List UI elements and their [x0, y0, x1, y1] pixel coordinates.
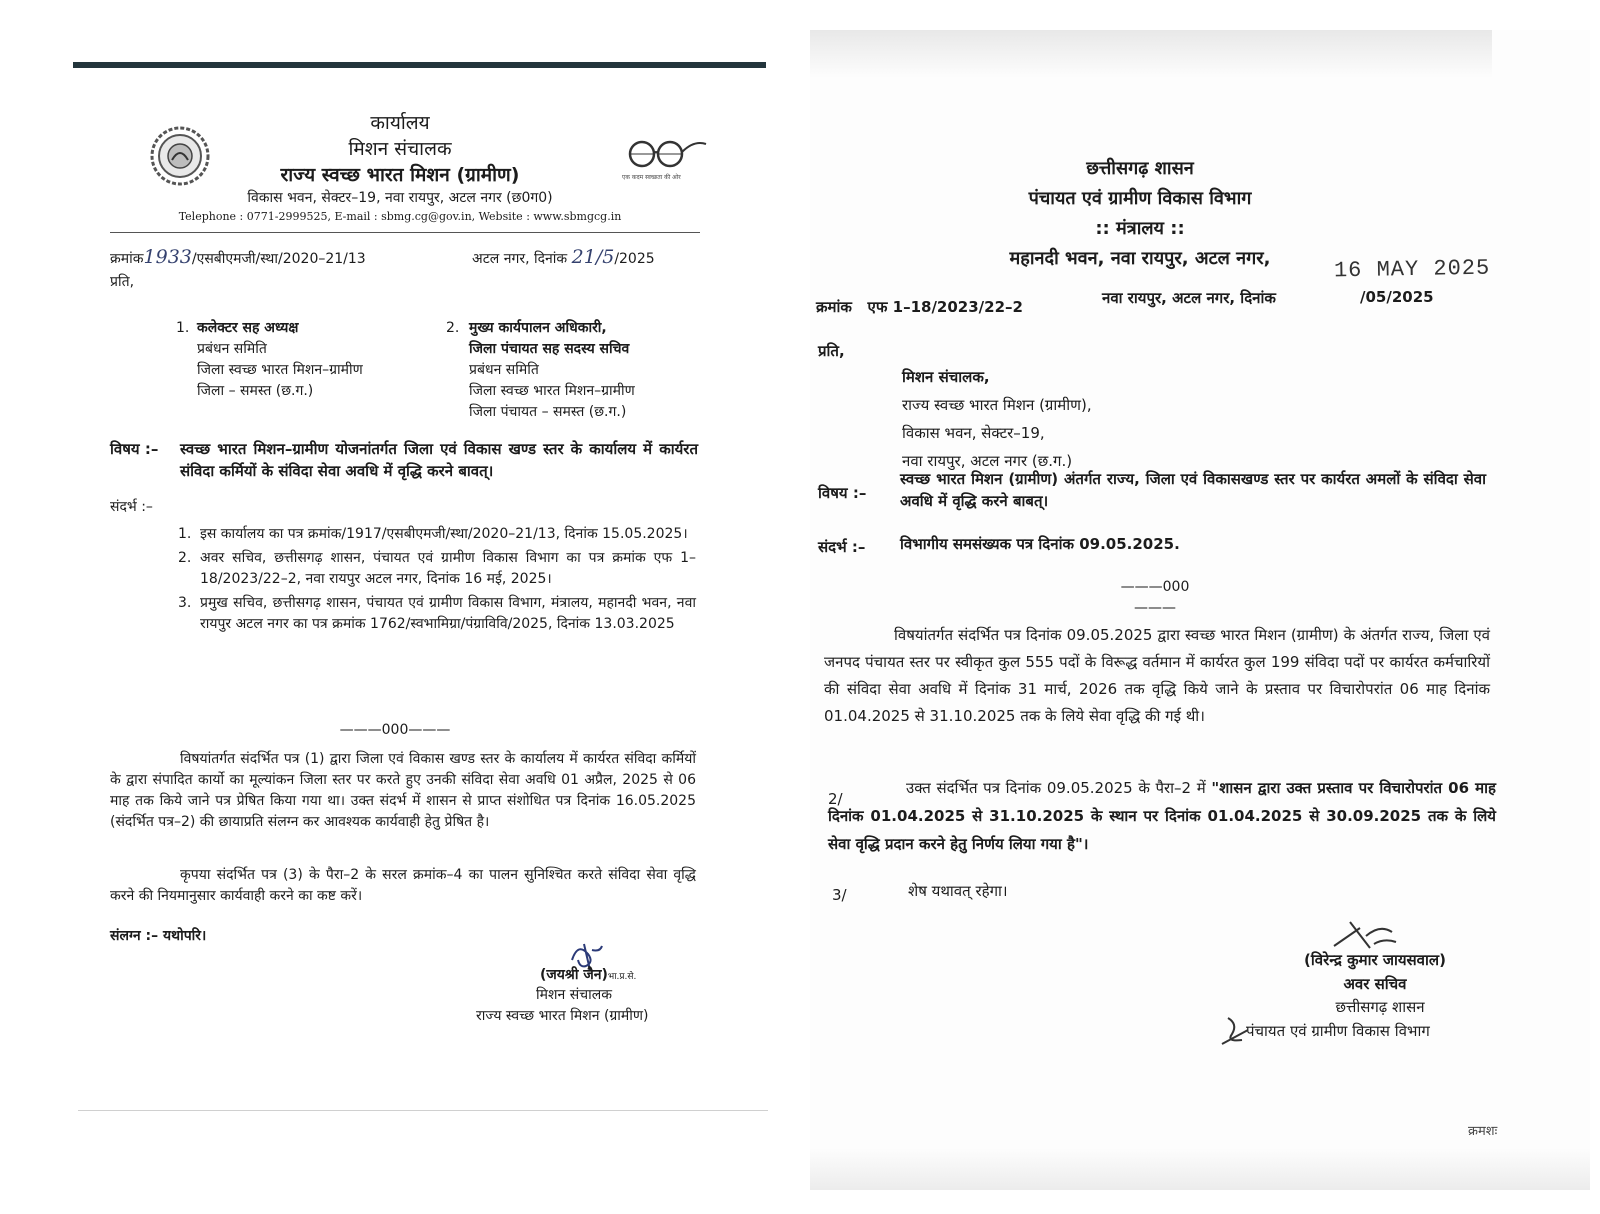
right-ref: क्रमांक एफ 1–18/2023/22–2 — [816, 298, 1023, 316]
addressee-line: मिशन संचालक, — [902, 368, 990, 386]
enclosure: संलग्न :– यथोपरि। — [110, 928, 207, 944]
dept-title: पंचायत एवं ग्रामीण विकास विभाग — [1028, 188, 1252, 209]
top-rule — [73, 62, 766, 68]
right-para3: शेष यथावत् रहेगा। — [908, 882, 1008, 900]
header-rule — [110, 232, 700, 233]
subject-label: विषय :– — [110, 440, 159, 458]
place-date-prefix: अटल नगर, दिनांक — [472, 251, 568, 267]
recipient-1-line: कलेक्टर सह अध्यक्ष — [197, 320, 299, 336]
body-paragraph-2: कृपया संदर्भित पत्र (3) के पैरा–2 के सरल क्रमांक–4 का पालन सुनिश्चित करते संविदा सेवा वृद्धि करने की नियमानुसार कार्यवाही करने का कष्ट करें। — [110, 867, 696, 904]
recipient-2 — [446, 318, 706, 423]
recipient-2-num: 2. — [446, 320, 460, 336]
reference-list — [178, 524, 696, 638]
right-body-paragraph-2 — [828, 774, 1496, 858]
para2-lead: उक्त संदर्भित पत्र दिनांक 09.05.2025 के पैरा–2 में — [906, 779, 1206, 797]
right-month-year: /05/2025 — [1360, 288, 1434, 306]
right-place-date: नवा रायपुर, अटल नगर, दिनांक — [1102, 289, 1276, 307]
date-handwritten: 21/5 — [571, 246, 615, 268]
right-reference-text: विभागीय समसंख्यक पत्र दिनांक 09.05.2025. — [900, 535, 1180, 553]
right-signatory-govt: छत्तीसगढ़ शासन — [1335, 998, 1425, 1016]
right-subject-label: विषय :– — [818, 484, 867, 502]
date-year: /2025 — [614, 251, 655, 267]
office-address: विकास भवन, सेक्टर–19, नवा रायपुर, अटल नगर (छ0ग0) — [247, 190, 553, 206]
logo-caption: एक कदम स्वच्छता की ओर — [622, 174, 681, 181]
recipient-2-line: जिला पंचायत सह सदस्य सचिव — [469, 341, 630, 357]
ref-number-handwritten: 1933 — [143, 246, 192, 268]
ministry-title: :: मंत्रालय :: — [1095, 218, 1185, 239]
place-date-line — [472, 247, 712, 270]
addressee-line: नवा रायपुर, अटल नगर (छ.ग.) — [902, 452, 1073, 470]
reference-item: 2. अवर सचिव, छत्तीसगढ़ शासन, पंचायत एवं ग्रामीण विकास विभाग का पत्र क्रमांक एफ 1–18/2023/22–2, नवा रायपुर अटल नगर, दिनांक 16 मई, 2025। — [178, 550, 696, 587]
right-reference-label: संदर्भ :– — [818, 538, 866, 556]
ref-prefix: क्रमांक — [110, 251, 144, 267]
recipient-2-line: मुख्य कार्यपालन अधिकारी, — [469, 320, 607, 336]
right-to-label: प्रति, — [818, 342, 845, 360]
recipient-2-line: प्रबंधन समिति — [469, 362, 539, 378]
right-para3-num: 3/ — [832, 886, 847, 904]
letterhead — [200, 110, 600, 209]
separator: ———000——— — [339, 722, 451, 738]
right-signatory-block — [1260, 948, 1490, 996]
signature-mark — [1218, 1014, 1252, 1048]
reference-item: 3. प्रमुख सचिव, छत्तीसगढ़ शासन, पंचायत एवं ग्रामीण विकास विभाग, मंत्रालय, महानदी भवन, नवा रायपुर अटल नगर का पत्र क्रमांक 1762/स्वभामिग्रा/पंग्राविवि/2025, दिनांक 13.03.2025 — [178, 595, 696, 632]
signatory-office: राज्य स्वच्छ भारत मिशन (ग्रामीण) — [476, 1008, 649, 1024]
scan-bottom-edge — [810, 1148, 1590, 1190]
addressee-line: राज्य स्वच्छ भारत मिशन (ग्रामीण), — [902, 396, 1092, 414]
to-label: प्रति, — [110, 274, 135, 290]
reference-label: संदर्भ :– — [110, 499, 153, 515]
addressee-line: विकास भवन, सेक्टर–19, — [902, 424, 1045, 442]
recipient-2-line: जिला स्वच्छ भारत मिशन–ग्रामीण — [469, 383, 635, 399]
right-separator: ———000——— — [1120, 579, 1190, 616]
right-letter — [810, 30, 1590, 1190]
right-para2-num: 2/ — [828, 790, 843, 808]
swachh-bharat-logo — [622, 136, 710, 176]
ref-line — [110, 247, 440, 270]
recipient-1-line: जिला – समस्त (छ.ग.) — [197, 383, 314, 399]
recipient-2-line: जिला पंचायत – समस्त (छ.ग.) — [469, 404, 627, 420]
contact-line: Telephone : 0771-2999525, E-mail : sbmg.cg@gov.in, Website : www.sbmgcg.in — [178, 210, 622, 223]
body-paragraph-1: विषयांतर्गत संदर्भित पत्र (1) द्वारा जिला एवं विकास खण्ड स्तर के कार्यालय में कार्यरत संविदा कर्मियों के द्वारा संपादित कार्यो का मूल्यांकन जिला स्तर पर करते हुए उनकी संविदा सेवा अवधि 01 अप्रैल, 2025 से 06 माह तक किये जाने पत्र प्रेषित किया गया था। उक्त संदर्भ में शासन से प्राप्त संशोधित पत्र दिनांक 16.05.2025 (संदर्भित पत्र–2) की छायाप्रति संलग्न कर आवश्यक कार्यवाही हेतु प्रेषित है। — [110, 751, 696, 830]
bottom-rule — [78, 1110, 768, 1111]
recipient-1 — [176, 318, 436, 402]
scan-shadow — [810, 30, 1492, 78]
ref-suffix: /एसबीएमजी/स्था/2020–21/13 — [191, 251, 366, 267]
mission-title: राज्य स्वच्छ भारत मिशन (ग्रामीण) — [280, 164, 520, 186]
right-signatory-dept: पंचायत एवं ग्रामीण विकास विभाग — [1246, 1022, 1430, 1040]
recipient-1-num: 1. — [176, 320, 190, 336]
right-signatory-name: (विरेन्द्र कुमार जायसवाल) — [1304, 951, 1446, 969]
signatory-title: मिशन संचालक — [536, 987, 612, 1003]
para2-quote: "शासन द्वारा उक्त प्रस्ताव पर विचारोपरांत 06 माह दिनांक 01.04.2025 से 31.10.2025 के स्थान पर दिनांक 01.04.2025 से 30.09.2025 तक के लिये सेवा वृद्धि प्रदान करने हेतु निर्णय लिया गया है"। — [828, 779, 1496, 853]
date-stamp: 16 MAY 2025 — [1333, 255, 1491, 284]
recipient-1-line: प्रबंधन समिति — [197, 341, 267, 357]
continued-label: क्रमशः — [1468, 1124, 1498, 1139]
right-letterhead — [930, 154, 1350, 274]
office-title: कार्यालय — [370, 112, 430, 134]
recipient-1-line: जिला स्वच्छ भारत मिशन–ग्रामीण — [197, 362, 363, 378]
govt-title: छत्तीसगढ़ शासन — [1086, 158, 1194, 179]
right-address: महानदी भवन, नवा रायपुर, अटल नगर, — [1009, 248, 1271, 269]
right-signatory-title: अवर सचिव — [1343, 975, 1407, 993]
subject-text: स्वच्छ भारत मिशन–ग्रामीण योजनांतर्गत जिला एवं विकास खण्ड स्तर के कार्यालय में कार्यरत संविदा कर्मियों के संविदा सेवा अवधि में वृद्धि करने बावत्। — [180, 440, 698, 480]
right-body-paragraph-1: विषयांतर्गत संदर्भित पत्र दिनांक 09.05.2025 द्वारा स्वच्छ भारत मिशन (ग्रामीण) के अंतर्गत राज्य, जिला एवं जनपद पंचायत स्तर पर स्वीकृत कुल 555 पदों के विरूद्ध वर्तमान में कार्यरत कुल 199 संविदा पदों पर कार्यरत कर्मचारियों की संविदा सेवा अवधि में दिनांक 31 मार्च, 2026 तक वृद्धि किये जाने के प्रस्ताव पर विचारोपरांत 06 माह दिनांक 01.04.2025 से 31.10.2025 तक के लिये सेवा वृद्धि की गई थी। — [824, 626, 1490, 725]
director-title: मिशन संचालक — [348, 138, 452, 160]
signatory-name: (जयश्री जैन) — [540, 967, 608, 983]
reference-item: 1. इस कार्यालय का पत्र क्रमांक/1917/एसबीएमजी/स्था/2020–21/13, दिनांक 15.05.2025। — [178, 526, 688, 542]
signatory-service: भा.प्र.से. — [607, 972, 637, 982]
right-subject-text: स्वच्छ भारत मिशन (ग्रामीण) अंतर्गत राज्य, जिला एवं विकासखण्ड स्तर पर कार्यरत अमलों के संविदा सेवा अवधि में वृद्धि करने बाबत्। — [900, 470, 1486, 510]
right-addressee — [902, 363, 1262, 475]
